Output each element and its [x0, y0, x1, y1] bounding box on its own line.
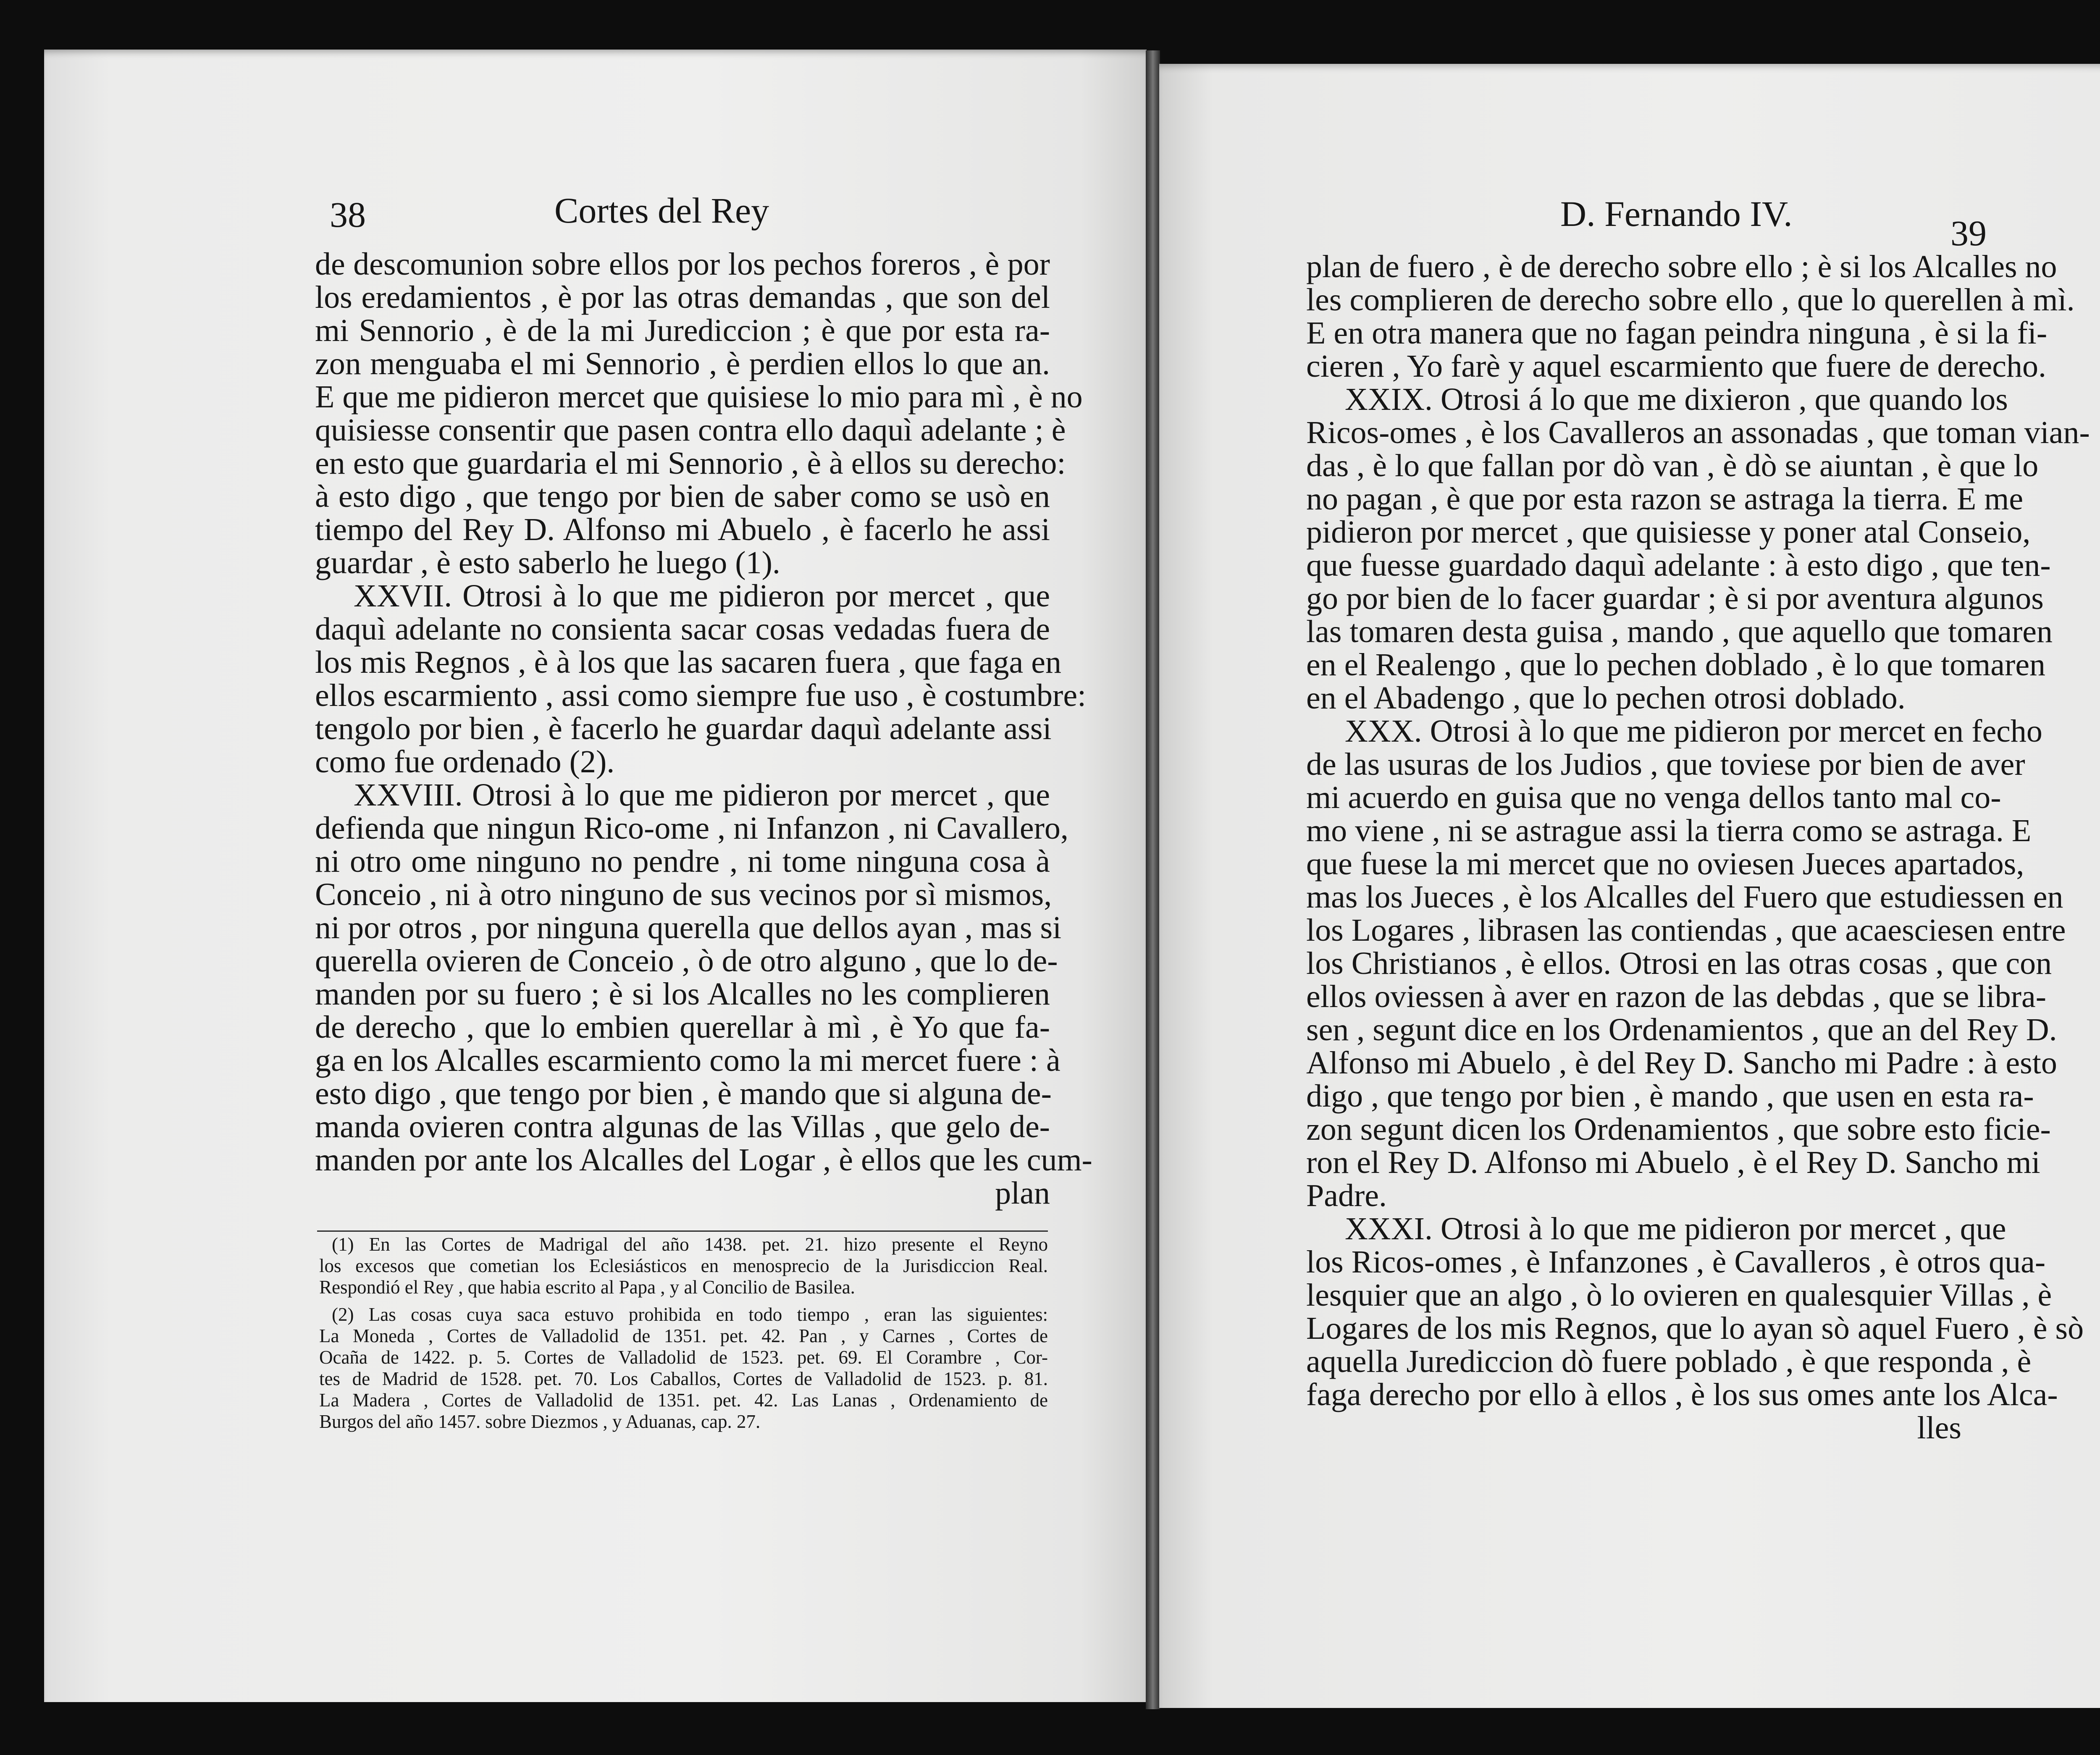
text-line: zon menguaba el mi Sennorio , è perdien ellos lo que an. [315, 346, 1050, 381]
text-line: ellos escarmiento , assi como siempre fue uso , è costumbre: [315, 678, 1087, 713]
text-line: ni por otros , por ninguna querella que dellos ayan , mas si [315, 910, 1062, 945]
text-line: los eredamientos , è por las otras demandas , que son del [315, 280, 1050, 315]
text-line: plan de fuero , è de derecho sobre ello ; è si los Alcalles no [1306, 249, 2057, 284]
text-line: los Christianos , è ellos. Otrosi en las otras cosas , que con [1306, 946, 2052, 981]
text-line: como fue ordenado (2). [315, 744, 615, 779]
text-line: digo , que tengo por bien , è mando , que usen en esta ra- [1306, 1078, 2034, 1114]
text-line: los Logares , librasen las contiendas , que acaesciesen entre [1306, 913, 2066, 948]
text-line: de descomunion sobre ellos por los pechos foreros , è por [315, 247, 1050, 282]
text-line: las tomaren desta guisa , mando , que aquello que tomaren [1306, 614, 2053, 649]
text-line: das , è lo que fallan por dò van , è dò se aiuntan , è que lo [1306, 448, 2039, 483]
text-line: Padre. [1306, 1178, 1387, 1213]
text-line: Logares de los mis Regnos, que lo ayan sò aquel Fuero , è sò [1306, 1311, 2084, 1346]
footnote-line: La Madera , Cortes de Valladolid de 1351. pet. 42. Las Lanas , Ordenamiento de [319, 1390, 1048, 1411]
text-line: ron el Rey D. Alfonso mi Abuelo , è el Rey D. Sancho mi [1306, 1145, 2040, 1180]
left-body-text [315, 247, 1092, 1211]
text-line: quisiesse consentir que pasen contra ello daquì adelante ; è [315, 412, 1066, 448]
text-line: guardar , è esto saberlo he luego (1). [315, 545, 780, 580]
text-line: mi Sennorio , è de la mi Jurediccion ; è que por esta ra- [315, 313, 1050, 348]
text-line: tengolo por bien , è facerlo he guardar daquì adelante assi [315, 711, 1052, 746]
text-line: lles [1917, 1410, 1961, 1445]
footnote-rule [317, 1230, 1048, 1232]
text-line: lesquier que an algo , ò lo ovieren en qualesquier Villas , è [1306, 1278, 2052, 1313]
text-line: manden por su fuero ; è si los Alcalles no les complieren [315, 976, 1050, 1012]
text-line: que fuese la mi mercet que no oviesen Jueces apartados, [1306, 846, 2024, 881]
footnote-line: Ocaña de 1422. p. 5. Cortes de Valladolid de 1523. pet. 69. El Corambre , Cor- [319, 1347, 1048, 1368]
footnote-line: los excesos que cometian los Eclesiásticos en menosprecio de la Jurisdiccion Real. [319, 1255, 1048, 1276]
text-line: plan [995, 1175, 1050, 1211]
text-line: ga en los Alcalles escarmiento como la mi mercet fuere : à [315, 1043, 1060, 1078]
text-line: de las usuras de los Judios , que toviese por bien de aver [1306, 747, 2025, 782]
text-line: XXXI. Otrosi à lo que me pidieron por mercet , que [1345, 1211, 2006, 1246]
text-line: ellos oviessen à aver en razon de las debdas , que se libra- [1306, 979, 2047, 1014]
text-line: Alfonso mi Abuelo , è del Rey D. Sancho mi Padre : à esto [1306, 1045, 2057, 1081]
text-line: los Ricos-omes , è Infanzones , è Cavalleros , è otros qua- [1306, 1244, 2046, 1280]
text-line: en el Realengo , que lo pechen doblado , è lo que tomaren [1306, 647, 2046, 682]
text-line: cieren , Yo farè y aquel escarmiento que fuere de derecho. [1306, 349, 2046, 384]
text-line: de derecho , que lo embien querellar à mì , è Yo que fa- [315, 1010, 1050, 1045]
footnote-line: (2) Las cosas cuya saca estuvo prohibida en todo tiempo , eran las siguientes: [332, 1304, 1048, 1325]
book-gutter [1146, 50, 1160, 1709]
text-line: pidieron por mercet , que quisiesse y poner atal Conseio, [1306, 514, 2031, 550]
text-line: ni otro ome ninguno no pendre , ni tome ninguna cosa à [315, 844, 1050, 879]
text-line: faga derecho por ello à ellos , è los sus omes ante los Alca- [1306, 1377, 2058, 1412]
text-line: manden por ante los Alcalles del Logar , è ellos que les cum- [315, 1142, 1092, 1178]
right-page-number: 39 [1950, 213, 1987, 253]
text-line: no pagan , è que por esta razon se astraga la tierra. E me [1306, 481, 2024, 517]
text-line: daquì adelante no consienta sacar cosas vedadas fuera de [315, 611, 1050, 647]
text-line: aquella Jurediccion dò fuere poblado , è que responda , è [1306, 1344, 2032, 1379]
text-line: à esto digo , que tengo por bien de saber como se usò en [315, 479, 1050, 514]
footnote-line: Burgos del año 1457. sobre Diezmos , y Aduanas, cap. 27. [319, 1411, 761, 1432]
text-line: E que me pidieron mercet que quisiese lo mio para mì , è no [315, 379, 1083, 414]
text-line: los mis Regnos , è à los que las sacaren fuera , que faga en [315, 645, 1061, 680]
left-page-number: 38 [330, 194, 366, 235]
right-running-head: D. Fernando IV. [1560, 194, 1793, 234]
footnote-line: La Moneda , Cortes de Valladolid de 1351. pet. 42. Pan , y Carnes , Cortes de [319, 1325, 1048, 1346]
footnote-line: tes de Madrid de 1528. pet. 70. Los Caballos, Cortes de Valladolid de 1523. p. 81. [319, 1368, 1048, 1389]
text-line: tiempo del Rey D. Alfonso mi Abuelo , è facerlo he assi [315, 512, 1050, 547]
text-line: mo viene , ni se astrague assi la tierra como se astraga. E [1306, 813, 2032, 848]
text-line: XXVIII. Otrosi à lo que me pidieron por mercet , que [354, 777, 1050, 813]
text-line: XXX. Otrosi à lo que me pidieron por mercet en fecho [1345, 714, 2042, 749]
text-line: mas los Jueces , è los Alcalles del Fuero que estudiessen en [1306, 879, 2063, 915]
left-running-head: Cortes del Rey [554, 190, 769, 231]
text-line: que fuesse guardado daquì adelante : à esto digo , que ten- [1306, 548, 2051, 583]
text-line: querella ovieren de Conceio , ò de otro alguno , que lo de- [315, 943, 1058, 978]
text-line: zon segunt dicen los Ordenamientos , que sobre esto ficie- [1306, 1112, 2051, 1147]
footnotes [319, 1234, 1048, 1432]
left-page [44, 50, 1147, 1702]
text-line: XXIX. Otrosi á lo que me dixieron , que quando los [1345, 382, 2008, 417]
text-line: manda ovieren contra algunas de las Villas , que gelo de- [315, 1109, 1050, 1144]
text-line: en el Abadengo , que lo pechen otrosi doblado. [1306, 680, 1906, 716]
text-line: Conceio , ni à otro ninguno de sus vecinos por sì mismos, [315, 877, 1052, 912]
footnote-line: (1) En las Cortes de Madrigal del año 1438. pet. 21. hizo presente el Reyno [332, 1234, 1048, 1255]
text-line: XXVII. Otrosi à lo que me pidieron por mercet , que [354, 578, 1050, 614]
text-line: mi acuerdo en guisa que no venga dellos tanto mal co- [1306, 780, 2001, 815]
right-page [1159, 64, 2100, 1708]
text-line: go por bien de lo facer guardar ; è si por aventura algunos [1306, 581, 2044, 616]
right-body-text [1306, 249, 2090, 1445]
text-line: E en otra manera que no fagan peindra ninguna , è si la fi- [1306, 315, 2048, 351]
footnote-line: Respondió el Rey , que habia escrito al Papa , y al Concilio de Basilea. [319, 1277, 855, 1298]
text-line: esto digo , que tengo por bien , è mando que si alguna de- [315, 1076, 1052, 1111]
text-line: les complieren de derecho sobre ello , que lo querellen à mì. [1306, 282, 2075, 317]
text-line: sen , segunt dice en los Ordenamientos , que an del Rey D. [1306, 1012, 2057, 1047]
text-line: Ricos-omes , è los Cavalleros an assonadas , que toman vian- [1306, 415, 2090, 450]
text-line: defienda que ningun Rico-ome , ni Infanzon , ni Cavallero, [315, 811, 1068, 846]
text-line: en esto que guardaria el mi Sennorio , è à ellos su derecho: [315, 446, 1066, 481]
